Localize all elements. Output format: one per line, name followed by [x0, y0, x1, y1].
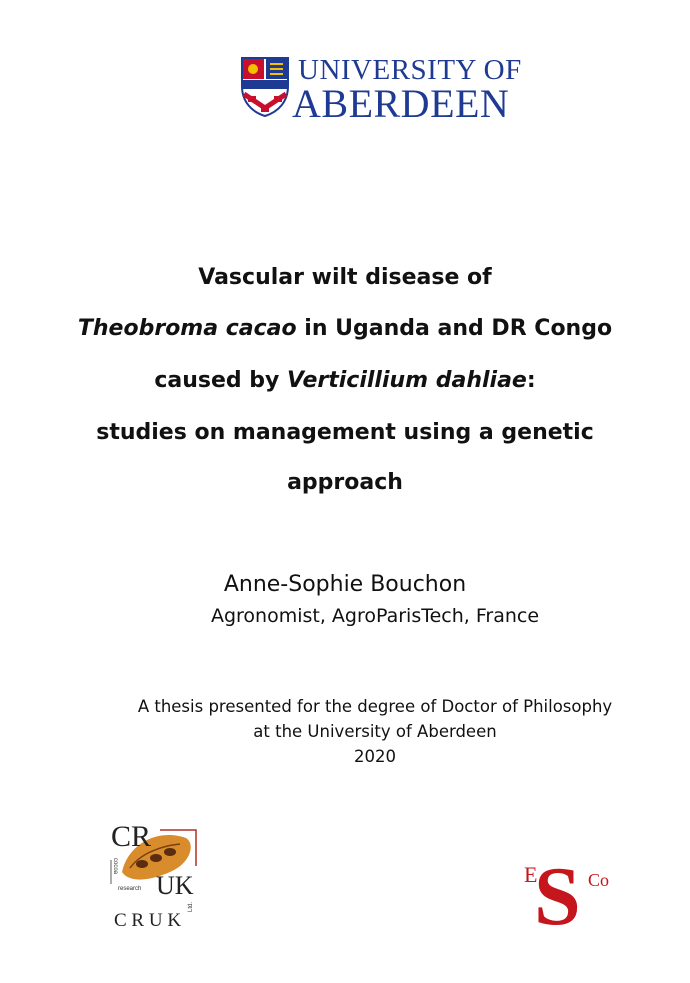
- cruk-cr-text: CR: [111, 820, 152, 853]
- escoco-e-text: E: [524, 862, 538, 887]
- cruk-research-text: research: [118, 886, 142, 892]
- cruk-uk-text: UK: [156, 871, 194, 900]
- title-species-verticillium: Verticillium dahliae: [287, 368, 527, 393]
- escoco-logo: [520, 836, 616, 932]
- title-line-3: [0, 366, 690, 396]
- title-line-3-pre: caused by: [154, 368, 288, 393]
- escoco-s-icon: [520, 836, 616, 932]
- cocoa-pod-icon: [108, 814, 208, 932]
- cruk-cocoa-text: cocoa: [112, 858, 118, 875]
- title-line-2: [0, 314, 690, 344]
- cruk-caption: C R U K: [114, 910, 182, 931]
- cruk-logo: [108, 814, 208, 932]
- title-line-3-post: :: [526, 368, 536, 393]
- university-logo: [240, 54, 522, 126]
- title-line-1: Vascular wilt disease of: [198, 265, 492, 290]
- author-affiliation: Agronomist, AgroParisTech, France: [210, 605, 540, 627]
- university-crest-icon: [240, 56, 290, 118]
- author-name: Anne-Sophie Bouchon: [223, 572, 467, 597]
- escoco-s-text: S: [534, 850, 581, 932]
- thesis-statement-line2: at the University of Aberdeen: [253, 722, 497, 741]
- thesis-year: 2020: [354, 747, 396, 766]
- university-name-line1: UNIVERSITY OF: [298, 54, 522, 86]
- thesis-statement-line1: A thesis presented for the degree of Doctor of Philosophy: [137, 697, 613, 716]
- title-line-5: approach: [287, 470, 403, 495]
- cruk-ltd-text: Ltd.: [188, 901, 194, 912]
- title-species-cacao: Theobroma cacao: [77, 316, 297, 341]
- escoco-co-text: Co: [588, 870, 610, 890]
- title-line-4: studies on management using a genetic: [96, 420, 594, 445]
- title-line-2-rest: in Uganda and DR Congo: [296, 316, 613, 341]
- university-name-line2: ABERDEEN: [292, 81, 510, 126]
